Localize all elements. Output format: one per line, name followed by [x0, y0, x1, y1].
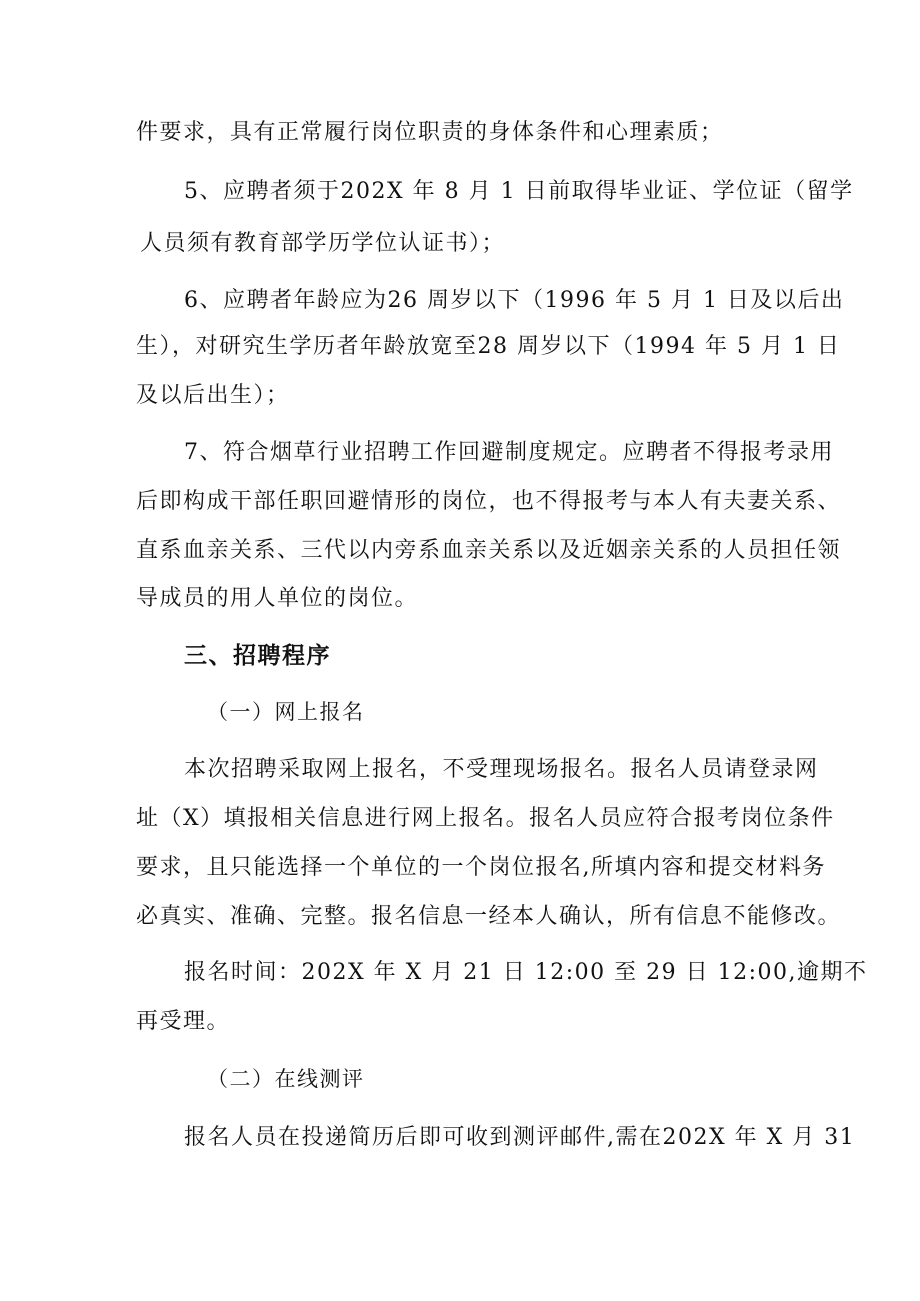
text-line: 件要求，具有正常履行岗位职责的身体条件和心理素质；	[136, 120, 724, 145]
text-line: 后即构成干部任职回避情形的岗位，也不得报考与本人有夫妻关系、	[136, 489, 842, 514]
text-line: 要求，且只能选择一个单位的一个岗位报名,所填内容和提交材料务	[136, 855, 826, 880]
text-line: 7、符合烟草行业招聘工作回避制度规定。应聘者不得报考录用	[184, 440, 834, 465]
section-heading: 三、招聘程序	[184, 643, 331, 669]
text-line: 本次招聘采取网上报名，不受理现场报名。报名人员请登录网	[184, 757, 819, 782]
text-line: 报名时间：202X 年 X 月 21 日 12:00 至 29 日 12:00,逾期不	[184, 960, 868, 985]
text-line: 址（X）填报相关信息进行网上报名。报名人员应符合报考岗位条件	[136, 806, 835, 831]
text-line: 再受理。	[136, 1009, 231, 1034]
text-line: 及以后出生）；	[136, 383, 290, 408]
text-line: 5、应聘者须于202X 年 8 月 1 日前取得毕业证、学位证（留学	[184, 179, 854, 204]
text-line: 报名人员在投递简历后即可收到测评邮件,需在202X 年 X 月 31	[184, 1125, 856, 1150]
text-line: 导成员的用人单位的岗位。	[136, 586, 419, 611]
subsection-heading: （二）在线测评	[207, 1067, 365, 1091]
text-line: 6、应聘者年龄应为26 周岁以下（1996 年 5 月 1 日及以后出	[184, 288, 845, 313]
text-line: 生），对研究生学历者年龄放宽至28 周岁以下（1994 年 5 月 1 日	[136, 334, 841, 359]
text-line: 必真实、准确、完整。报名信息一经本人确认，所有信息不能修改。	[136, 904, 842, 929]
text-line: 直系血亲关系、三代以内旁系血亲关系以及近姻亲关系的人员担任领	[136, 538, 842, 563]
text-line: 人员须有教育部学历学位认证书）；	[140, 231, 506, 256]
subsection-heading: （一）网上报名	[207, 700, 365, 724]
